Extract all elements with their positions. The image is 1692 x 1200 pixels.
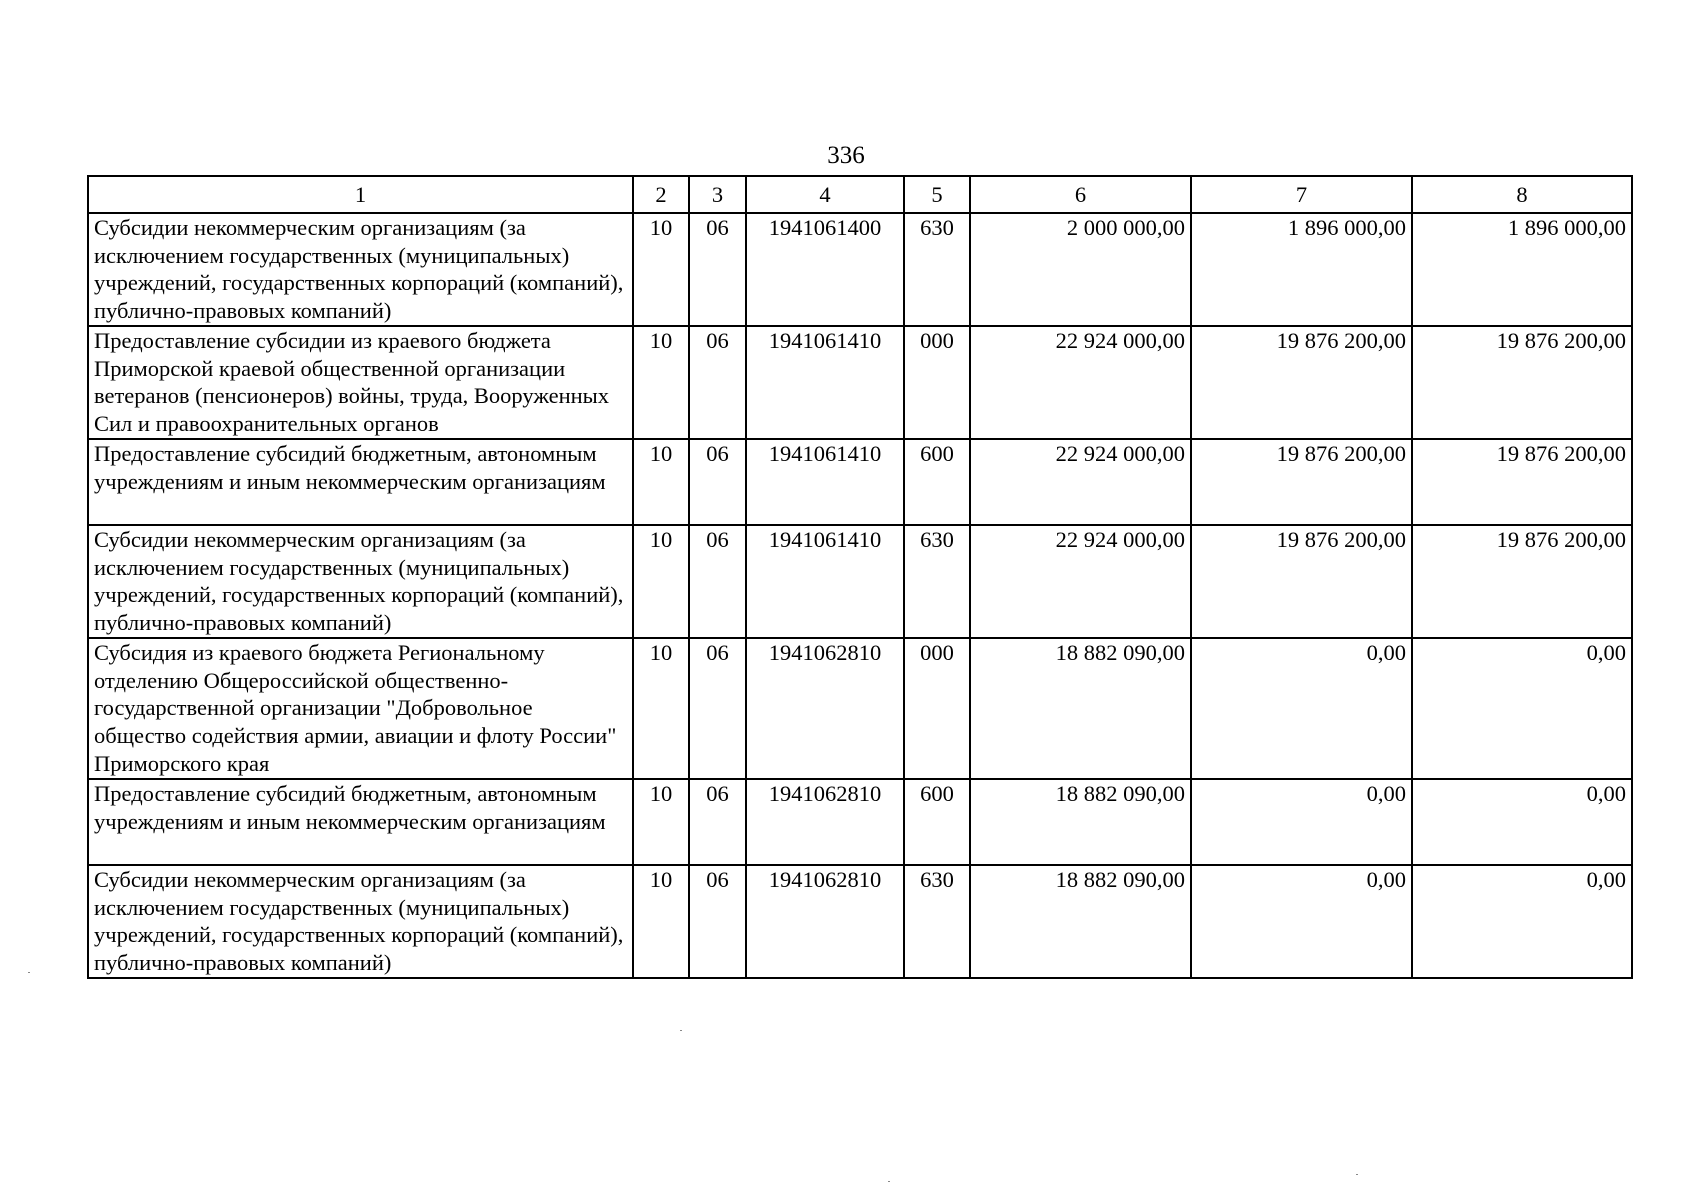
expense-type-cell: 000	[904, 326, 970, 439]
section-code-cell: 10	[633, 638, 689, 779]
subsection-code-cell: 06	[689, 638, 746, 779]
section-code-cell: 10	[633, 525, 689, 638]
target-article-cell: 1941061410	[746, 326, 904, 439]
amount-col7-cell: 1 896 000,00	[1191, 213, 1412, 326]
table-row	[88, 213, 1632, 326]
table-row	[88, 638, 1632, 779]
target-article-cell: 1941062810	[746, 779, 904, 865]
column-header-2: 2	[633, 176, 689, 213]
amount-col8-cell: 1 896 000,00	[1412, 213, 1632, 326]
expense-type-cell: 630	[904, 213, 970, 326]
section-code-cell: 10	[633, 779, 689, 865]
row-name-cell: Предоставление субсидий бюджетным, автономным учреждениям и иным некоммерческим организациям	[88, 779, 633, 865]
row-name-cell: Предоставление субсидий бюджетным, автономным учреждениям и иным некоммерческим организациям	[88, 439, 633, 525]
amount-col8-cell: 0,00	[1412, 779, 1632, 865]
table-row	[88, 865, 1632, 978]
amount-col6-cell: 22 924 000,00	[970, 439, 1191, 525]
target-article-cell: 1941062810	[746, 865, 904, 978]
target-article-cell: 1941062810	[746, 638, 904, 779]
amount-col7-cell: 19 876 200,00	[1191, 439, 1412, 525]
table-row	[88, 779, 1632, 865]
amount-col6-cell: 18 882 090,00	[970, 865, 1191, 978]
amount-col8-cell: 0,00	[1412, 638, 1632, 779]
table-row	[88, 525, 1632, 638]
expense-type-cell: 630	[904, 525, 970, 638]
amount-col7-cell: 0,00	[1191, 779, 1412, 865]
subsection-code-cell: 06	[689, 779, 746, 865]
subsection-code-cell: 06	[689, 439, 746, 525]
scan-speck	[680, 1030, 682, 1031]
column-header-7: 7	[1191, 176, 1412, 213]
section-code-cell: 10	[633, 865, 689, 978]
row-name-cell: Субсидия из краевого бюджета Региональному отделению Общероссийской общественно-государственной организации "Добровольное общество содействия армии, авиации и флоту России" Приморского края	[88, 638, 633, 779]
amount-col8-cell: 0,00	[1412, 865, 1632, 978]
amount-col7-cell: 19 876 200,00	[1191, 525, 1412, 638]
subsection-code-cell: 06	[689, 213, 746, 326]
amount-col8-cell: 19 876 200,00	[1412, 326, 1632, 439]
column-header-5: 5	[904, 176, 970, 213]
expense-type-cell: 630	[904, 865, 970, 978]
table-row	[88, 326, 1632, 439]
section-code-cell: 10	[633, 326, 689, 439]
row-name-cell: Предоставление субсидии из краевого бюджета Приморской краевой общественной организации ветеранов (пенсионеров) войны, труда, Вооруженных Сил и правоохранительных органов	[88, 326, 633, 439]
amount-col8-cell: 19 876 200,00	[1412, 439, 1632, 525]
amount-col6-cell: 22 924 000,00	[970, 525, 1191, 638]
amount-col7-cell: 19 876 200,00	[1191, 326, 1412, 439]
column-header-8: 8	[1412, 176, 1632, 213]
header-row	[88, 176, 1632, 213]
subsection-code-cell: 06	[689, 865, 746, 978]
amount-col7-cell: 0,00	[1191, 865, 1412, 978]
row-name-cell: Субсидии некоммерческим организациям (за исключением государственных (муниципальных) учреждений, государственных корпораций (компаний), публично-правовых компаний)	[88, 865, 633, 978]
target-article-cell: 1941061410	[746, 439, 904, 525]
amount-col6-cell: 18 882 090,00	[970, 779, 1191, 865]
amount-col8-cell: 19 876 200,00	[1412, 525, 1632, 638]
amount-col6-cell: 22 924 000,00	[970, 326, 1191, 439]
row-name-cell: Субсидии некоммерческим организациям (за исключением государственных (муниципальных) учреждений, государственных корпораций (компаний), публично-правовых компаний)	[88, 525, 633, 638]
amount-col6-cell: 18 882 090,00	[970, 638, 1191, 779]
budget-table	[87, 175, 1633, 979]
amount-col6-cell: 2 000 000,00	[970, 213, 1191, 326]
scan-speck	[28, 972, 30, 973]
scan-speck	[1356, 1174, 1358, 1175]
section-code-cell: 10	[633, 439, 689, 525]
subsection-code-cell: 06	[689, 326, 746, 439]
subsection-code-cell: 06	[689, 525, 746, 638]
amount-col7-cell: 0,00	[1191, 638, 1412, 779]
page-number: 336	[827, 142, 865, 169]
column-header-3: 3	[689, 176, 746, 213]
target-article-cell: 1941061400	[746, 213, 904, 326]
target-article-cell: 1941061410	[746, 525, 904, 638]
expense-type-cell: 600	[904, 779, 970, 865]
section-code-cell: 10	[633, 213, 689, 326]
column-header-4: 4	[746, 176, 904, 213]
row-name-cell: Субсидии некоммерческим организациям (за исключением государственных (муниципальных) учреждений, государственных корпораций (компаний), публично-правовых компаний)	[88, 213, 633, 326]
expense-type-cell: 600	[904, 439, 970, 525]
table-row	[88, 439, 1632, 525]
column-header-6: 6	[970, 176, 1191, 213]
expense-type-cell: 000	[904, 638, 970, 779]
column-header-1: 1	[88, 176, 633, 213]
scan-speck	[888, 1181, 890, 1182]
